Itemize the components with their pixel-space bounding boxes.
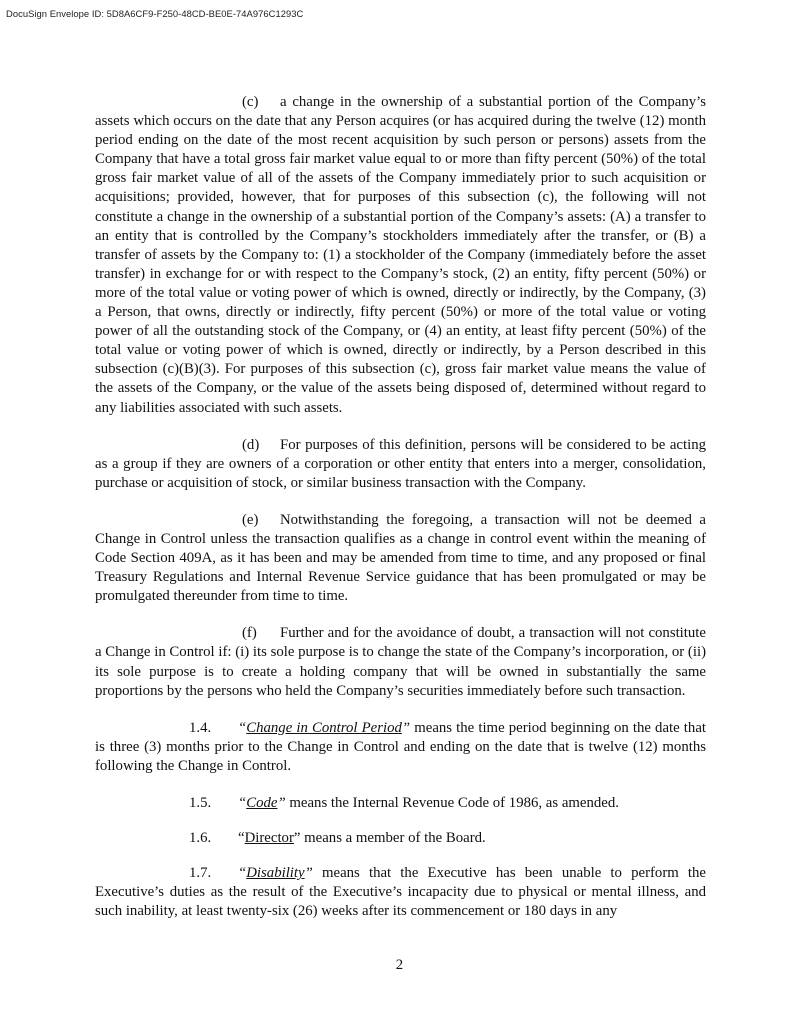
definition-text: means the time period beginning on the date that is three (3) months prior to the Change in Control and ending on the date that is twelve (12) months following the Change in Control.	[95, 719, 706, 774]
subsection-marker: (f)	[242, 625, 257, 642]
close-quote: ”	[304, 865, 313, 882]
subsection-marker: (c)	[242, 94, 259, 110]
subsection-marker: (d)	[242, 436, 260, 453]
open-quote: “	[238, 795, 247, 811]
close-quote: ”	[277, 795, 286, 811]
docusign-envelope-id: DocuSign Envelope ID: 5D8A6CF9-F250-48CD-BE0E-74A976C1293C	[6, 8, 304, 19]
subsection-c	[95, 93, 706, 418]
open-quote: “	[238, 865, 247, 882]
close-quote: ”	[293, 830, 301, 847]
term-label: Code	[246, 795, 278, 811]
definition-number: 1.5.	[189, 795, 212, 811]
subsection-text: For purposes of this definition, persons will be considered to be acting as a group if they are owners of a corporation or other entity that enters into a merger, consolidation, purchase or acquisition of stock, or similar business transaction with the Company.	[95, 436, 706, 491]
definition-term	[238, 795, 286, 811]
subsection-text: Notwithstanding the foregoing, a transaction will not be deemed a Change in Control unless the transaction qualifies as a change in control event within the meaning of Code Section 409A, as it has been and may be amended from time to time, and any proposed or final Treasury Regulations and Internal Revenue Service guidance that has been promulgated or may be promulgated thereunder from time to time.	[95, 511, 706, 605]
open-quote: “	[238, 719, 247, 736]
definition-number: 1.7.	[189, 865, 212, 882]
definition-text: means a member of the Board.	[300, 830, 486, 847]
definition-number: 1.6.	[189, 830, 212, 847]
close-quote: ”	[401, 719, 411, 736]
definition-text: means that the Executive has been unable to perform the Executive’s duties as the result of the Executive’s incapacity due to physical or mental illness, and such inability, at least twenty-six (26) weeks after its commencement or 180 days in any	[95, 865, 706, 920]
page-number: 2	[395, 957, 404, 973]
term-label: Director	[244, 830, 294, 847]
subsection-e	[95, 511, 706, 606]
subsection-d	[95, 436, 706, 493]
definition-text: means the Internal Revenue Code of 1986, as amended.	[285, 795, 619, 811]
definition-1-7	[95, 864, 706, 921]
definition-1-4	[95, 719, 706, 776]
subsection-text: Further and for the avoidance of doubt, a transaction will not constitute a Change in Control if: (i) its sole purpose is to change the state of the Company’s incorporation, or (ii) its sole purpose is to create a holding company that will be owned in substantially the same proportions by the persons who held the Company’s securities immediately before such transaction.	[95, 625, 706, 699]
definition-term	[238, 865, 313, 881]
document-body	[95, 93, 706, 939]
definition-1-6	[95, 829, 706, 848]
definition-number: 1.4.	[189, 719, 212, 736]
term-label: Change in Control Period	[246, 719, 402, 736]
subsection-marker: (e)	[242, 511, 259, 528]
subsection-text: a change in the ownership of a substantial portion of the Company’s assets which occurs on the date that any Person acquires (or has acquired during the twelve (12) month period ending on the date of the most recent acquisition by such person or persons) assets from the Company that have a total gross fair market value equal to or more than fifty percent (50%) of the total gross fair market value of all of the assets of the Company immediately prior to such acquisition or acquisitions; provided, however, that for purposes of this subsection (c), the following will not constitute a change in the ownership of a substantial portion of the Company’s assets: (A) a transfer to an entity that is controlled by the Company’s stockholders immediately after the transfer, or (B) a transfer of assets by the Company to: (1) a stockholder of the Company (immediately before the asset transfer) in exchange for or with respect to the Company’s stock, (2) an entity, fifty percent (50%) or more of the total value or voting power of which is owned, directly or indirectly, by the Company, (3) a Person, that owns, directly or indirectly, fifty percent (50%) or more of the total value or voting power of all the outstanding stock of the Company, or (4) an entity, at least fifty percent (50%) of the total value or voting power of which is owned, directly or indirectly, by a Person described in this subsection (c)(B)(3). For purposes of this subsection (c), gross fair market value means the value of the assets of the Company, or the value of the assets being disposed of, determined without regard to any liabilities associated with such assets.	[95, 94, 706, 416]
term-label: Disability	[246, 865, 305, 882]
open-quote: “	[238, 830, 245, 847]
subsection-f	[95, 624, 706, 700]
definition-term	[238, 830, 300, 846]
definition-1-5	[95, 794, 706, 813]
definition-term	[238, 720, 410, 736]
